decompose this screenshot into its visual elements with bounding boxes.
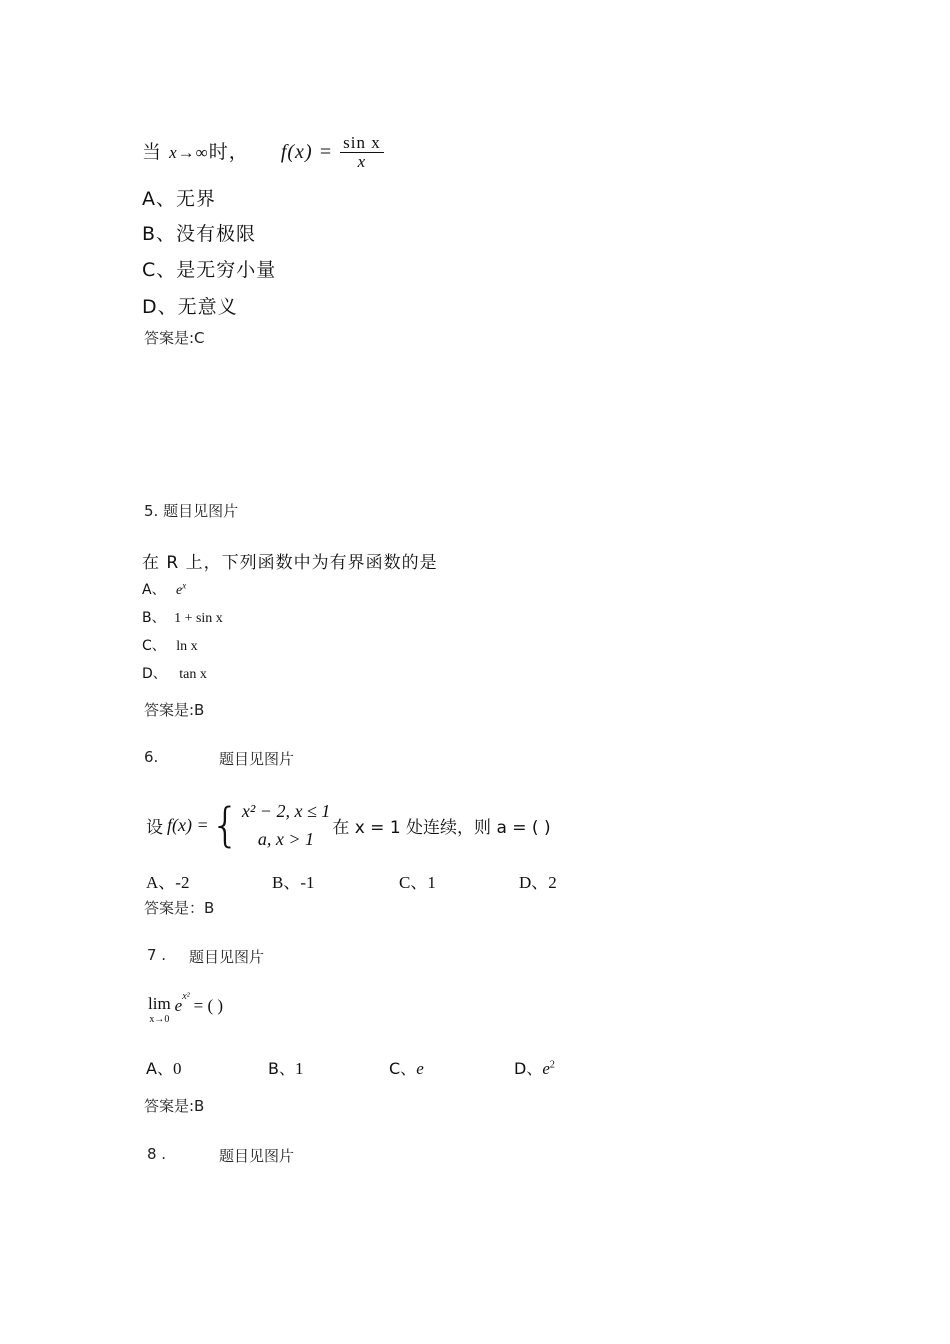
q5-option-b-expr: 1 + sin x — [174, 611, 223, 626]
q7-heading-number: 7 . — [147, 946, 167, 964]
q6-stem-func: f(x) = — [167, 814, 209, 835]
q5-option-a-label: A、 — [142, 582, 166, 598]
q5-stem: 在 R 上，下列函数中为有界函数的是 — [142, 553, 438, 573]
q6-option-c: C、1 — [399, 873, 436, 892]
q4-stem-arrow: →∞ — [177, 143, 209, 162]
q6-stem — [146, 797, 551, 853]
q7-option-c-label: C、 — [389, 1059, 417, 1078]
q7-option-d — [514, 1056, 555, 1079]
q7-answer: 答案是:B — [144, 1097, 205, 1115]
q6-case-1: x² − 2, x ≤ 1 — [241, 801, 331, 821]
q7-option-a — [146, 1056, 181, 1079]
q5-option-a — [142, 579, 186, 599]
q6-left-brace: { — [210, 798, 240, 852]
q7-expr-base: e — [174, 996, 183, 1015]
q5-option-b-label: B、 — [142, 610, 166, 626]
q7-lim-sub: x→0 — [149, 1014, 170, 1025]
q7-option-a-value: 0 — [172, 1059, 182, 1078]
q7-option-b — [268, 1056, 303, 1079]
q4-stem-var: x — [169, 143, 178, 162]
q4-stem-fraction — [340, 134, 384, 171]
q4-option-a: A、无界 — [142, 188, 216, 210]
q7-option-d-sup: 2 — [549, 1059, 555, 1071]
q6-option-a: A、-2 — [146, 873, 190, 892]
q6-heading-number: 6. — [144, 748, 159, 766]
q7-option-d-label: D、 — [514, 1059, 543, 1078]
q4-option-c: C、是无穷小量 — [142, 259, 277, 281]
q5-option-b — [142, 607, 223, 627]
q6-heading-text: 题目见图片 — [219, 750, 295, 768]
q4-frac-num: sin x — [340, 134, 384, 153]
q4-answer: 答案是:C — [144, 329, 205, 347]
q5-answer: 答案是:B — [144, 701, 205, 719]
q6-answer: 答案是：B — [144, 899, 215, 917]
q7-option-d-value: e — [542, 1059, 550, 1078]
q5-heading: 5. 题目见图片 — [144, 502, 239, 520]
q7-option-a-label: A、 — [146, 1059, 173, 1078]
q6-stem-prefix: 设 — [146, 817, 163, 838]
q6-option-b: B、-1 — [272, 873, 315, 892]
q4-frac-den: x — [357, 152, 367, 171]
q7-lim: lim — [148, 994, 171, 1013]
q5-option-d-expr: tan x — [179, 667, 207, 682]
q7-heading-text: 题目见图片 — [189, 948, 265, 966]
q5-option-c-expr: ln x — [176, 639, 198, 654]
q7-option-c-value: e — [416, 1059, 424, 1078]
q4-stem-func: f(x) = — [280, 141, 334, 163]
q4-stem-prefix: 当 — [142, 141, 163, 163]
q7-expr-sup: x² — [182, 991, 190, 1002]
q7-option-c — [389, 1056, 424, 1079]
q5-option-d-label: D、 — [142, 666, 167, 682]
q4-stem-mid: 时， — [208, 141, 249, 163]
q5-option-a-expr: e — [176, 583, 183, 598]
q4-option-b: B、没有极限 — [142, 223, 257, 245]
q5-option-d — [142, 663, 207, 683]
q5-option-a-sup: x — [182, 580, 187, 591]
q7-option-b-value: 1 — [294, 1059, 304, 1078]
q7-expression — [148, 991, 224, 1028]
q8-heading-number: 8 . — [147, 1145, 167, 1163]
q4-stem — [142, 134, 384, 171]
q7-option-b-label: B、 — [268, 1059, 295, 1078]
q6-case-2: a, x > 1 — [257, 829, 315, 849]
q7-expr-tail: = ( ) — [193, 996, 224, 1015]
q8-heading-text: 题目见图片 — [219, 1147, 295, 1165]
q6-stem-suffix: 在 x = 1 处连续，则 a = ( ) — [332, 817, 551, 838]
q6-option-d: D、2 — [519, 873, 557, 892]
q4-option-d: D、无意义 — [142, 296, 238, 318]
q5-option-c-label: C、 — [142, 638, 166, 654]
q5-option-c — [142, 635, 198, 655]
